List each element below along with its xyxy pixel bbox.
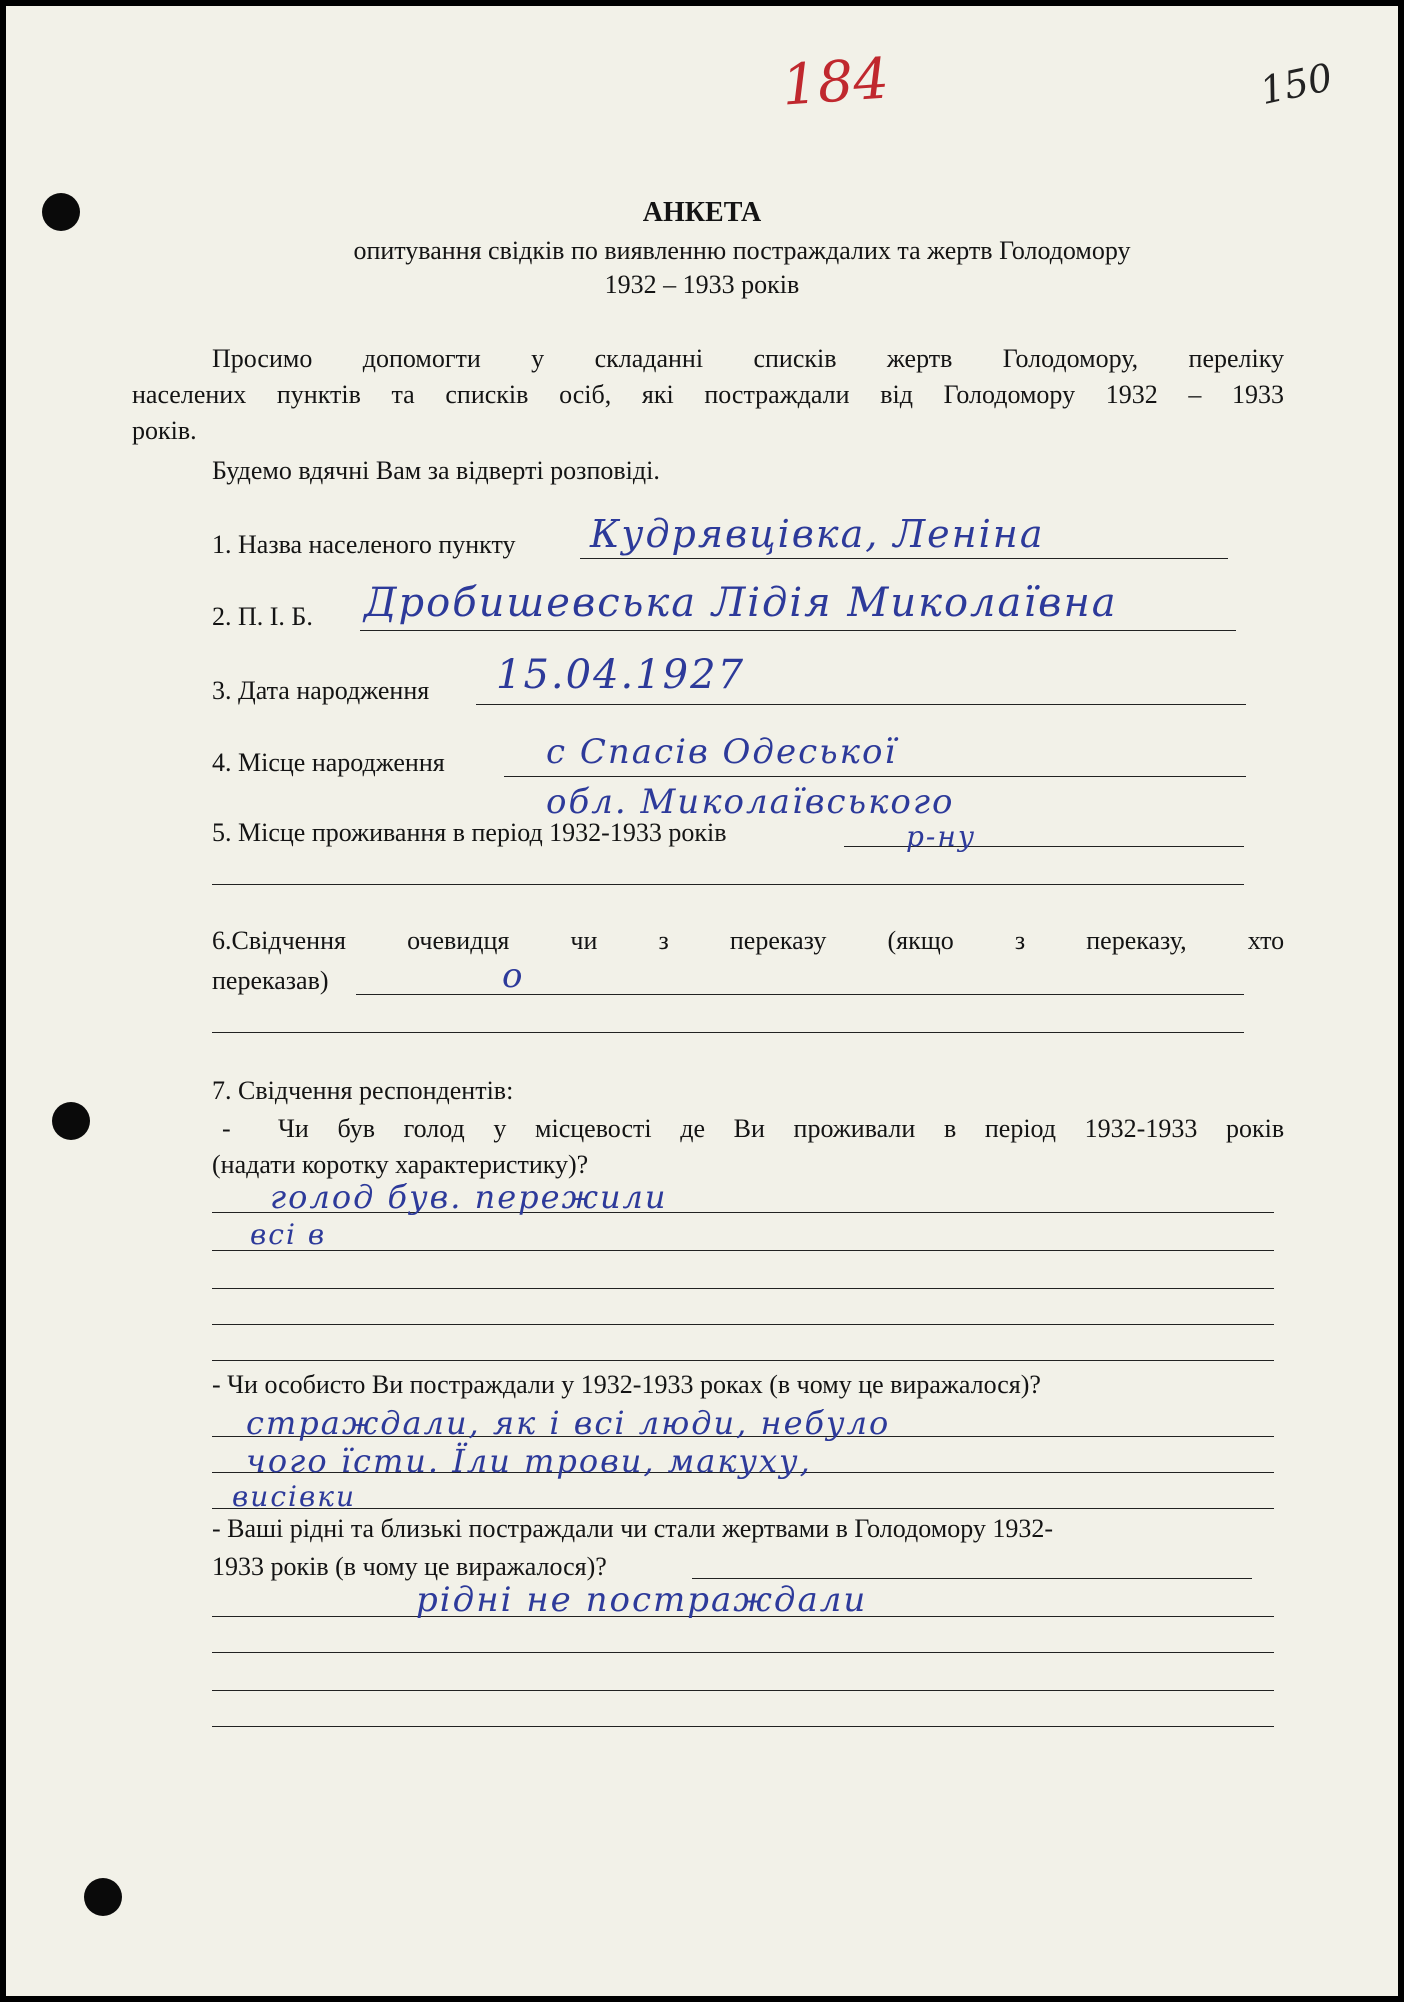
q1-answer-1: голод був. пережили	[270, 1178, 668, 1216]
w: 1933	[1232, 380, 1285, 409]
intro-line-3: років.	[132, 416, 197, 445]
testimony-value: о	[502, 956, 525, 996]
punch-hole-bottom	[84, 1878, 122, 1916]
intro-line-1	[212, 344, 1284, 374]
w: з	[658, 926, 669, 955]
q3-line-4	[212, 1726, 1274, 1727]
birth-place-value: с Спасів Одеської	[546, 732, 898, 772]
q2-line-3	[212, 1508, 1274, 1509]
form-title: АНКЕТА	[642, 197, 762, 228]
testimony-line	[356, 994, 1244, 995]
q1-label-2: (надати коротку характеристику)?	[212, 1150, 589, 1179]
residence-line-2	[212, 884, 1244, 885]
testimony-label	[212, 926, 1284, 956]
w: жертв	[886, 344, 953, 373]
w: переказу,	[1086, 926, 1187, 955]
w: у	[531, 344, 545, 373]
w: 6.Свідчення	[212, 926, 346, 955]
form-subtitle-2: 1932 – 1933 років	[604, 270, 800, 299]
w: переказу	[729, 926, 827, 955]
residence-label: 5. Місце проживання в період 1932-1933 років	[212, 818, 727, 847]
w: очевидця	[407, 926, 510, 955]
q2-answer-2: чого їсти. Їли трови, макуху,	[246, 1442, 812, 1480]
q1-line-2	[212, 1250, 1274, 1251]
w: Чи	[278, 1114, 309, 1143]
birth-place-value-2: обл. Миколаївського	[546, 782, 955, 822]
w: (якщо	[887, 926, 954, 955]
w: у	[493, 1114, 507, 1143]
w: місцевості	[535, 1114, 652, 1143]
w: від	[880, 380, 913, 409]
w: 1932	[1105, 380, 1158, 409]
intro-line-2	[132, 380, 1284, 410]
q3-line-0	[692, 1578, 1252, 1579]
q3-line-3	[212, 1690, 1274, 1691]
testimony-line-2	[212, 1032, 1244, 1033]
settlement-line	[580, 558, 1228, 559]
form-subtitle-1: опитування свідків по виявленню постраждалих та жертв Голодомору	[353, 236, 1131, 265]
w: де	[680, 1114, 705, 1143]
w: допомогти	[362, 344, 481, 373]
w: з	[1014, 926, 1026, 955]
q2-label: - Чи особисто Ви постраждали у 1932-1933 роках (в чому це виражалося)?	[212, 1370, 1041, 1399]
birth-place-label: 4. Місце народження	[212, 748, 445, 777]
q2-answer-3: висівки	[232, 1480, 357, 1513]
testimony-label-2: переказав)	[212, 966, 329, 995]
w: був	[337, 1114, 375, 1143]
q2-answer-1: страждали, як і всі люди, небуло	[246, 1404, 891, 1442]
w: переліку	[1188, 344, 1284, 373]
residence-line	[844, 846, 1244, 847]
punch-hole-middle	[52, 1102, 90, 1140]
name-line	[360, 630, 1236, 631]
w: складанні	[594, 344, 704, 373]
w: чи	[570, 926, 598, 955]
w: Просимо	[212, 344, 313, 373]
q1-label	[278, 1114, 1284, 1144]
w: населених	[132, 380, 247, 409]
questionnaire-page	[6, 6, 1398, 1996]
w: списків	[753, 344, 837, 373]
w: та	[391, 380, 415, 409]
w: –	[1188, 380, 1202, 409]
section7-label: 7. Свідчення респондентів:	[212, 1076, 514, 1105]
w: голод	[403, 1114, 465, 1143]
w: Голодомору,	[1002, 344, 1139, 373]
q1-line-5	[212, 1360, 1274, 1361]
birth-place-value-3: р-ну	[906, 820, 977, 853]
q3-label-1: - Ваші рідні та близькі постраждали чи стали жертвами в Голодомору 1932-	[212, 1514, 1054, 1543]
w: які	[641, 380, 674, 409]
w: хто	[1247, 926, 1285, 955]
settlement-value: Кудрявцівка, Леніна	[590, 512, 1045, 556]
birth-date-line	[476, 704, 1246, 705]
name-label: 2. П. І. Б.	[212, 602, 313, 631]
w: проживали	[793, 1114, 916, 1143]
intro-line-4: Будемо вдячні Вам за відверті розповіді.	[212, 456, 660, 485]
w: осіб,	[559, 380, 612, 409]
settlement-label: 1. Назва населеного пункту	[212, 530, 516, 559]
w: 1932-1933	[1084, 1114, 1198, 1143]
birth-date-value: 15.04.1927	[496, 652, 746, 698]
archive-number-red: 184	[779, 46, 892, 119]
q1-answer-2: всі в	[250, 1218, 327, 1251]
archive-number-black: 150	[1256, 54, 1337, 114]
q1-line-4	[212, 1324, 1274, 1325]
name-value: Дробишевська Лідія Миколаївна	[364, 580, 1118, 626]
q3-label-2: 1933 років (в чому це виражалося)?	[212, 1552, 607, 1581]
w: років	[1225, 1114, 1285, 1143]
q1-dash: -	[222, 1114, 231, 1143]
q3-line-2	[212, 1652, 1274, 1653]
birth-date-label: 3. Дата народження	[212, 676, 430, 705]
q1-line-3	[212, 1288, 1274, 1289]
w: Голодомору	[943, 380, 1076, 409]
w: Ви	[733, 1114, 765, 1143]
w: пунктів	[276, 380, 361, 409]
w: в	[943, 1114, 957, 1143]
q3-answer-1: рідні не постраждали	[416, 1580, 868, 1620]
w: списків	[445, 380, 529, 409]
birth-place-line	[504, 776, 1246, 777]
w: постраждали	[704, 380, 850, 409]
w: період	[984, 1114, 1057, 1143]
